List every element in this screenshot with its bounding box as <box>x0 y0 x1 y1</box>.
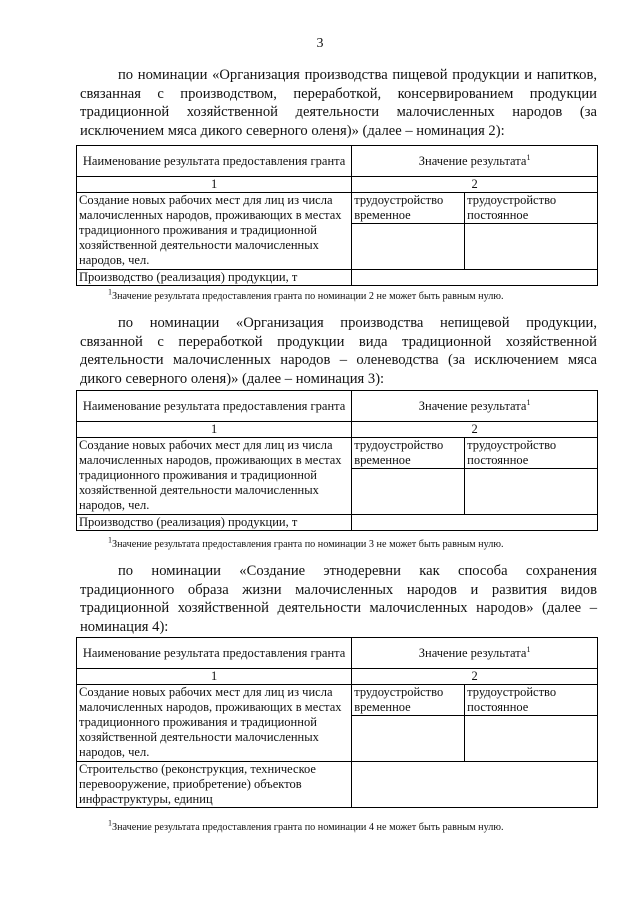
footnote-nomination-4: $^1$Значение результата предоставления гранта по номинации 4 не может быть равным нулю. <box>108 818 504 833</box>
header-result-name: Наименование результата предоставления гранта <box>77 146 352 177</box>
nomination-4-table <box>76 637 598 808</box>
cell-permanent-employment: трудоустройство постоянное <box>465 438 598 469</box>
row-production-label: Производство (реализация) продукции, т <box>77 515 352 531</box>
footnote-nomination-3: $^1$Значение результата предоставления гранта по номинации 3 не может быть равным нулю. <box>108 535 504 550</box>
cell-permanent-employment: трудоустройство постоянное <box>465 685 598 716</box>
cell-production-value <box>352 515 598 531</box>
cell-temporary-employment: трудоустройство временное <box>352 193 465 224</box>
header-result-value: Значение результата$^1$ <box>352 638 598 669</box>
cell-production-value <box>352 270 598 286</box>
header-result-name: Наименование результата предоставления гранта <box>77 638 352 669</box>
row-production-label: Производство (реализация) продукции, т <box>77 270 352 286</box>
column-number-1: 1 <box>77 177 352 193</box>
nomination-4-paragraph: по номинации «Создание этнодеревни как способа сохранения традиционного образа жизни малочисленных народов и развития видов традиционной хозяйственной деятельности малочисленных народов» (далее – номинация 4): <box>80 563 597 635</box>
header-result-value: Значение результата$^1$ <box>352 146 598 177</box>
column-number-2: 2 <box>352 669 598 685</box>
column-number-2: 2 <box>352 177 598 193</box>
column-number-2: 2 <box>352 422 598 438</box>
cell-temporary-employment: трудоустройство временное <box>352 685 465 716</box>
cell-temporary-value <box>352 224 465 270</box>
cell-infrastructure-value <box>352 762 598 808</box>
row-jobs-label: Создание новых рабочих мест для лиц из числа малочисленных народов, проживающих в местах традиционного проживания и традиционной хозяйственной деятельности малочисленных народов, чел. <box>77 193 352 270</box>
nomination-3-paragraph: по номинации «Организация производства непищевой продукции, связанной с переработкой продукции вида традиционной хозяйственной деятельности малочисленных народов – оленеводства (за исключением мяса дикого северного оленя)» (далее – номинация 3): <box>80 315 597 387</box>
page-number: 3 <box>316 36 324 51</box>
column-number-1: 1 <box>77 422 352 438</box>
cell-permanent-value <box>465 716 598 762</box>
row-infrastructure-label: Строительство (реконструкция, техническое перевооружение, приобретение) объектов инфраструктуры, единиц <box>77 762 352 808</box>
footnote-nomination-2: $^1$Значение результата предоставления гранта по номинации 2 не может быть равным нулю. <box>108 287 504 302</box>
cell-permanent-employment: трудоустройство постоянное <box>465 193 598 224</box>
cell-temporary-value <box>352 469 465 515</box>
row-jobs-label: Создание новых рабочих мест для лиц из числа малочисленных народов, проживающих в местах традиционного проживания и традиционной хозяйственной деятельности малочисленных народов, чел. <box>77 685 352 762</box>
header-result-name: Наименование результата предоставления гранта <box>77 391 352 422</box>
header-result-value: Значение результата$^1$ <box>352 391 598 422</box>
cell-temporary-employment: трудоустройство временное <box>352 438 465 469</box>
cell-permanent-value <box>465 224 598 270</box>
column-number-1: 1 <box>77 669 352 685</box>
nomination-2-table <box>76 145 598 286</box>
cell-permanent-value <box>465 469 598 515</box>
nomination-3-table <box>76 390 598 531</box>
nomination-2-paragraph: по номинации «Организация производства пищевой продукции и напитков, связанная с производством, переработкой, консервированием продукции традиционной хозяйственной деятельности малочисленных народов (за исключением мяса дикого северного оленя)» (далее – номинация 2): <box>80 67 597 139</box>
row-jobs-label: Создание новых рабочих мест для лиц из числа малочисленных народов, проживающих в местах традиционного проживания и традиционной хозяйственной деятельности малочисленных народов, чел. <box>77 438 352 515</box>
cell-temporary-value <box>352 716 465 762</box>
